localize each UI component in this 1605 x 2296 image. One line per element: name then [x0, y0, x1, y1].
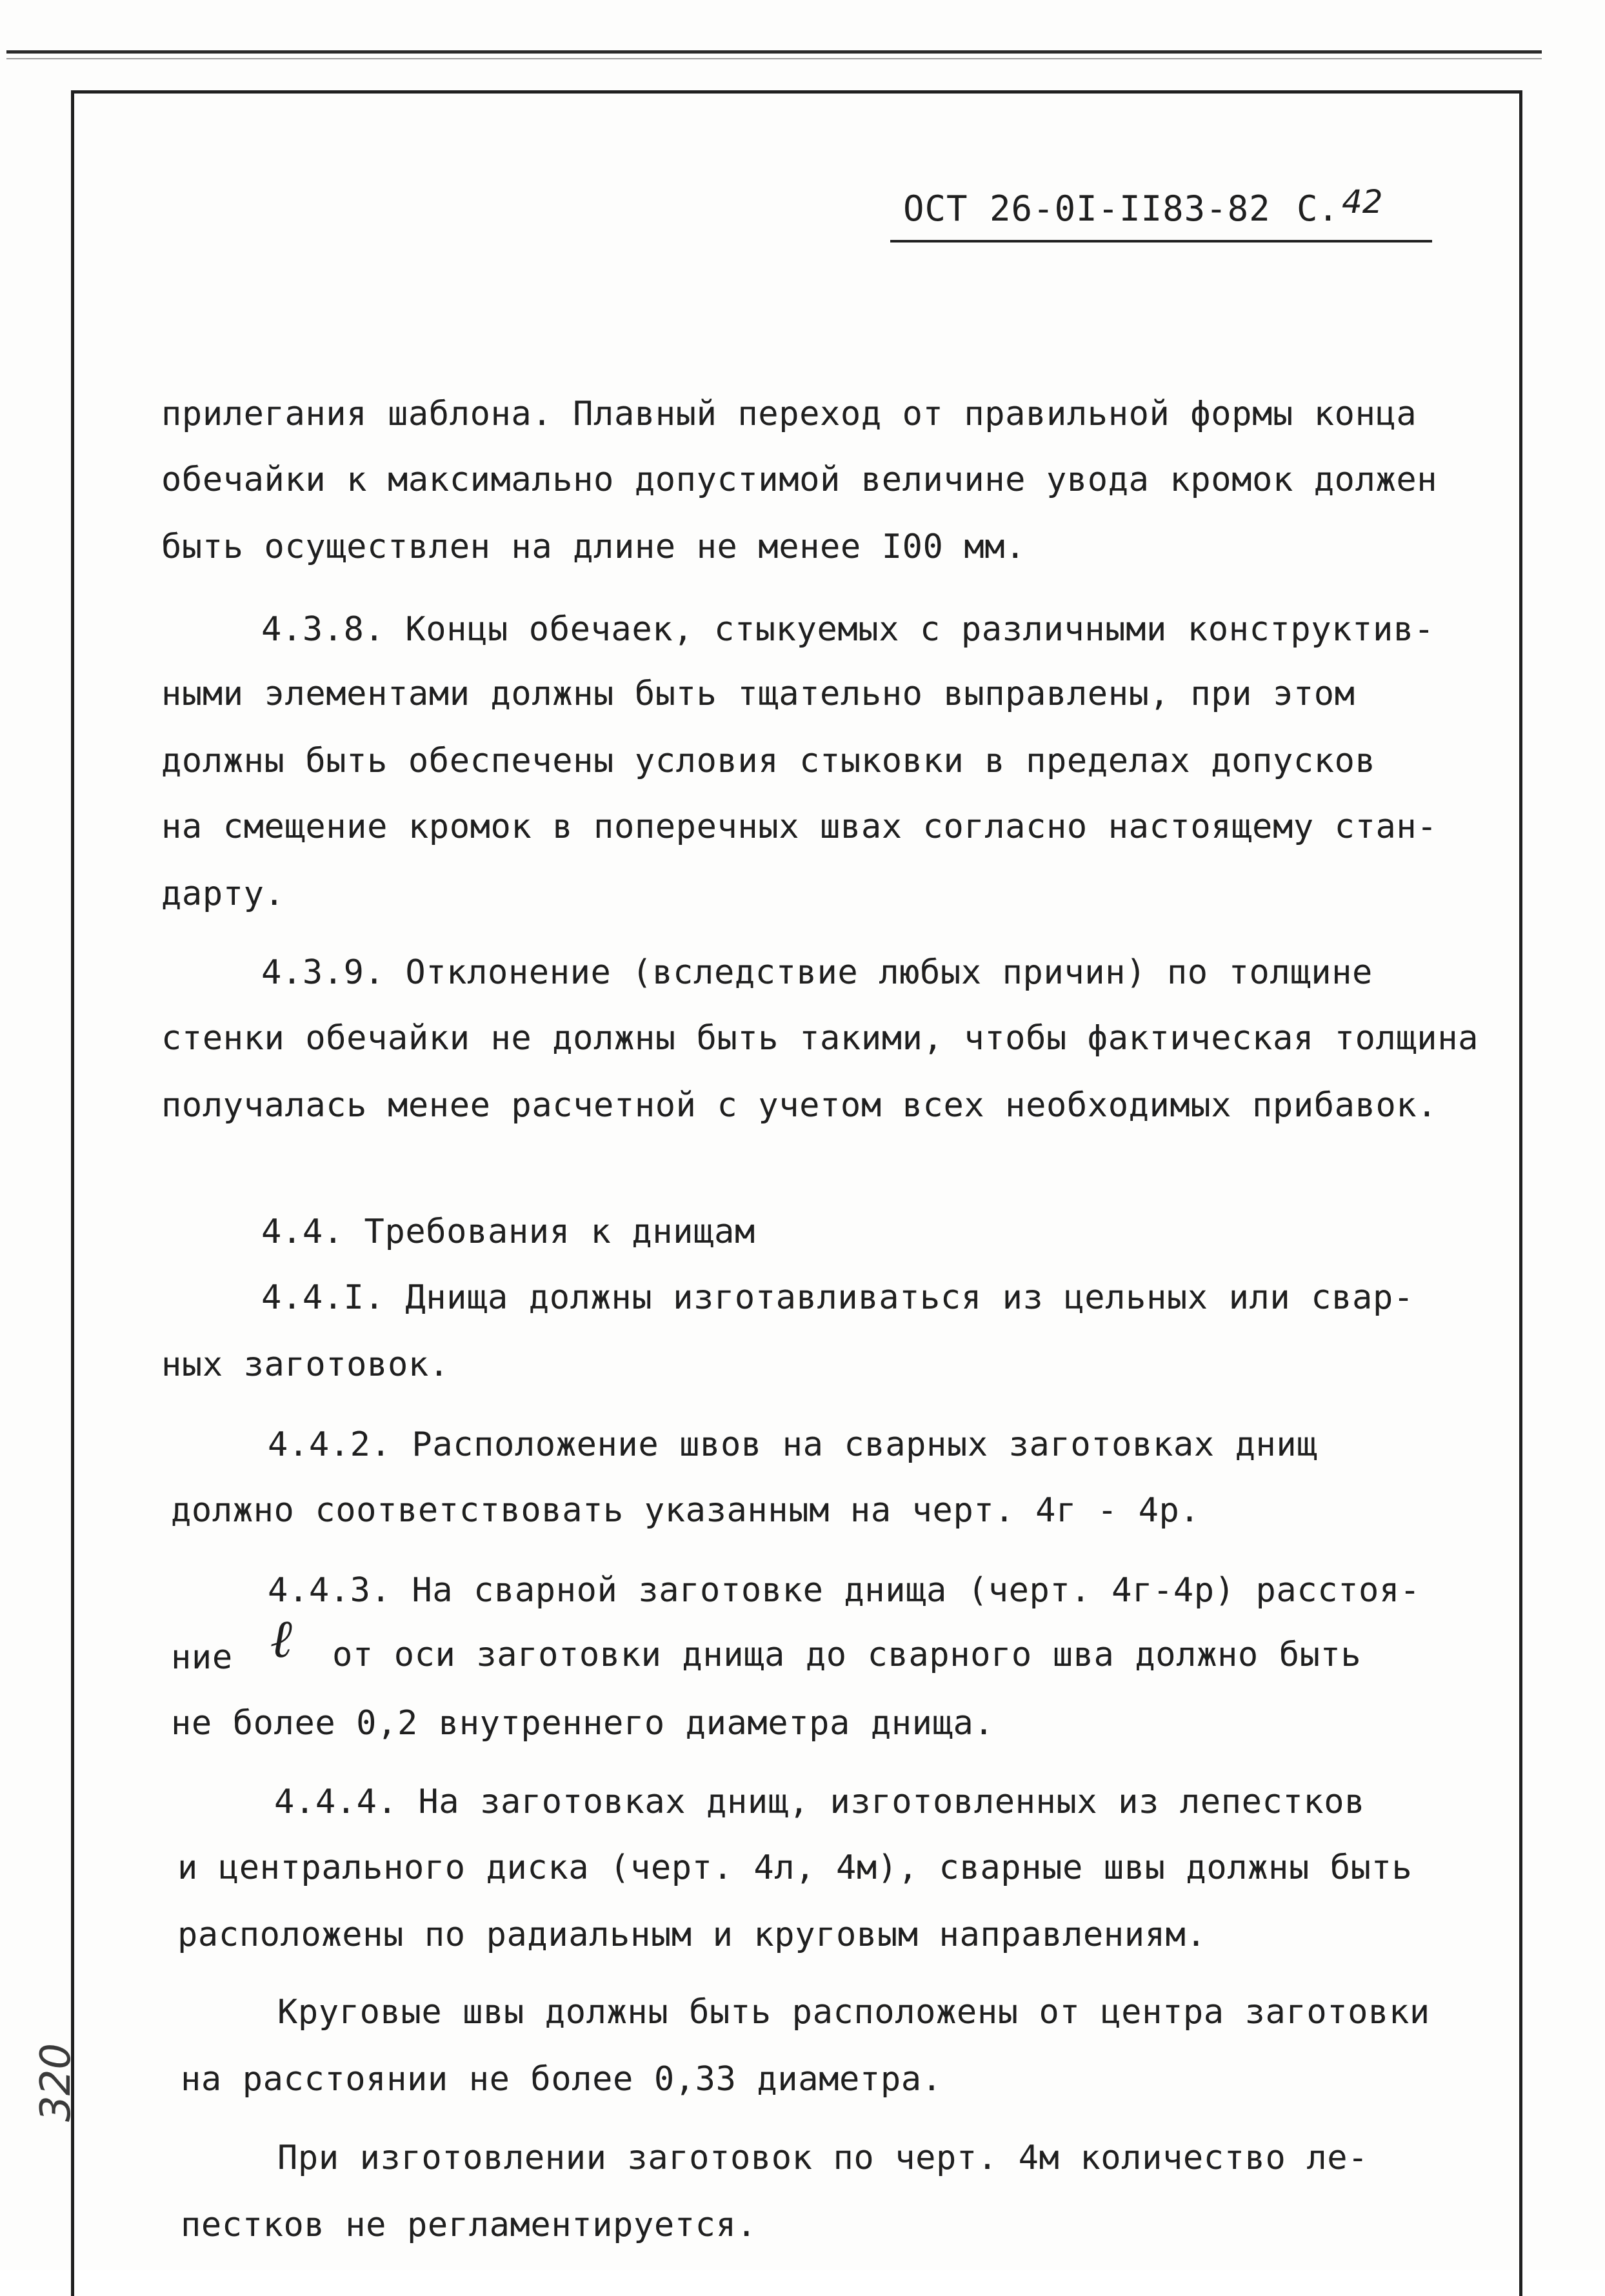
text-line: не более 0,2 внутреннего диаметра днища.: [171, 1704, 995, 1743]
text-line: прилегания шаблона. Плавный переход от правильной формы конца: [161, 395, 1417, 433]
page-header: [890, 183, 1432, 242]
text-line: должны быть обеспечены условия стыковки в пределах допусков: [161, 742, 1376, 780]
text-line: получалась менее расчетной с учетом всех необходимых прибавок.: [161, 1086, 1438, 1125]
text-line: на расстоянии не более 0,33 диаметра.: [181, 2060, 942, 2099]
clause-4-4-1: 4.4.I. Днища должны изготавливаться из цельных или свар-: [261, 1278, 1414, 1317]
clause-4-4-2: 4.4.2. Расположение швов на сварных заготовках днищ: [268, 1425, 1318, 1464]
text-line: и центрального диска (черт. 4л, 4м), сварные швы должны быть: [177, 1848, 1413, 1887]
section-heading-4-4: 4.4. Требования к днищам: [261, 1212, 755, 1251]
text-line: на смещение кромок в поперечных швах согласно настоящему стан-: [161, 807, 1438, 846]
symbol-l: ℓ: [271, 1608, 294, 1670]
clause-4-4-4: 4.4.4. На заготовках днищ, изготовленных из лепестков: [274, 1783, 1366, 1821]
text-line: При изготовлении заготовок по черт. 4м количество ле-: [277, 2139, 1369, 2177]
text-line: Круговые швы должны быть расположены от центра заготовки: [277, 1993, 1430, 2032]
page-number: 42: [1342, 183, 1383, 221]
margin-handwritten-note: 320: [32, 2043, 80, 2122]
text-line: дарту.: [161, 875, 285, 913]
text-line: обечайки к максимально допустимой величине увода кромок должен: [161, 460, 1438, 499]
text-line: быть осуществлен на длине не менее I00 мм.: [161, 528, 1026, 566]
standard-code: ОСТ 26-0I-II83-82: [903, 188, 1271, 229]
text-line: ных заготовок.: [161, 1345, 450, 1384]
clause-4-3-8: 4.3.8. Концы обечаек, стыкуемых с различными конструктив-: [261, 610, 1435, 649]
top-rule-secondary: [6, 58, 1542, 59]
clause-4-3-9: 4.3.9. Отклонение (вследствие любых причин) по толщине: [261, 953, 1373, 992]
clause-4-4-3: 4.4.3. На сварной заготовке днища (черт. 4г-4р) расстоя-: [268, 1571, 1421, 1610]
text-line: должно соответствовать указанным на черт. 4г - 4р.: [171, 1491, 1201, 1530]
text-line: от оси заготовки днища до сварного шва должно быть: [332, 1636, 1362, 1674]
text-line: ние: [171, 1638, 233, 1677]
page-prefix: С.: [1297, 188, 1339, 229]
top-rule: [6, 50, 1542, 54]
text-line: расположены по радиальным и круговым направлениям.: [177, 1915, 1207, 1954]
text-line: ными элементами должны быть тщательно выправлены, при этом: [161, 675, 1355, 713]
text-line: пестков не регламентируется.: [181, 2206, 757, 2244]
text-line: стенки обечайки не должны быть такими, чтобы фактическая толщина: [161, 1019, 1479, 1058]
